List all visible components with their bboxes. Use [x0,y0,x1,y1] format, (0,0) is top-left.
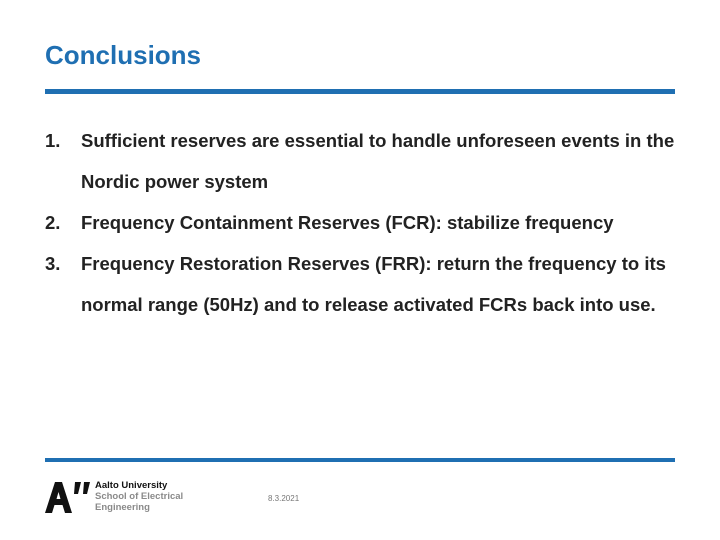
list-item-text: Sufficient reserves are essential to handle unforeseen events in the Nordic power system [81,130,675,192]
aalto-a-icon [45,480,91,514]
conclusions-list [45,120,685,325]
logo-line-engineering: Engineering [95,502,150,513]
slide-title: Conclusions [45,40,202,70]
list-item-number: 1. [45,130,61,151]
list-item-text: Frequency Containment Reserves (FCR): stabilize frequency [81,212,614,233]
list-item [45,202,685,243]
list-item [45,120,685,202]
logo-line-school: School of Electrical [95,491,184,502]
list-item-number: 2. [45,212,61,233]
logo-line-university: Aalto University [95,480,168,491]
aalto-logo-text [95,480,183,513]
list-item [45,243,685,325]
list-item-number: 3. [45,253,61,274]
footer-date: 8.3.2021 [268,494,300,503]
footer-divider [45,458,675,462]
aalto-logo [45,480,183,514]
title-divider [45,89,675,94]
list-item-text: Frequency Restoration Reserves (FRR): return the frequency to its normal range (50Hz) and to release activated FCRs back into use. [81,253,666,315]
aalto-logo-mark [45,480,91,514]
